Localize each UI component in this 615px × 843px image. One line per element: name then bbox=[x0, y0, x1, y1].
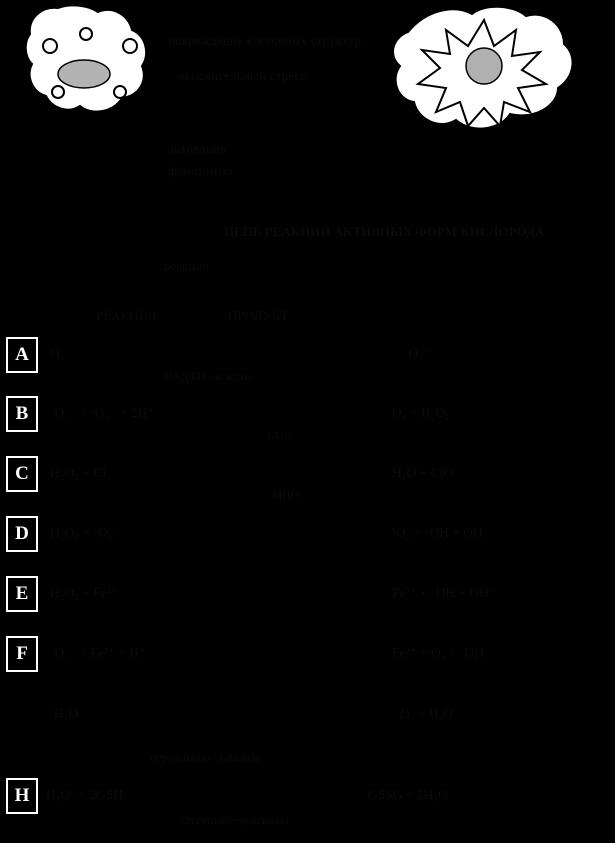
reaction-right-d: ¹O₂ + ·OH + OH⁻ bbox=[392, 525, 490, 540]
column-header-product: ПРОДУКТ bbox=[228, 308, 289, 323]
reaction-note-b: СОД bbox=[268, 430, 292, 442]
reaction-right-g: O₂ + H₂O bbox=[400, 706, 454, 721]
reaction-left-d: H₂O₂ + ·O₂⁻ bbox=[50, 525, 120, 540]
reaction-right-b: O₂ + H₂O₂ bbox=[392, 405, 450, 420]
column-header-reaction: РЕАКЦИЯ bbox=[96, 308, 157, 323]
reaction-left-c: H₂O₂ + Cl⁻ bbox=[50, 465, 114, 480]
reaction-left-e: H₂O₂ + Fe²⁺ bbox=[50, 585, 118, 600]
reaction-letter-a: A bbox=[6, 337, 38, 373]
reaction-letter-h: H bbox=[6, 778, 38, 814]
reaction-left-a: O₂ bbox=[50, 346, 65, 361]
reaction-letter-c: C bbox=[6, 456, 38, 492]
reaction-note-g: пероксидаза / каталаза bbox=[150, 752, 260, 764]
top-label-oxidative-stress: окислительный стресс bbox=[178, 68, 307, 83]
reaction-left-g: H₂O₂ bbox=[54, 706, 83, 721]
top-label-damage: повреждение клеточных структур bbox=[168, 33, 362, 48]
figure-title: ЦЕПЬ РЕАКЦИЙ АКТИВНЫХ ФОРМ КИСЛОРОДА bbox=[224, 224, 545, 239]
normal-cell-illustration bbox=[22, 4, 154, 124]
top-label-activation: активация bbox=[168, 141, 226, 156]
reaction-right-a: ·O₂⁻ bbox=[404, 346, 431, 361]
reaction-letter-b: B bbox=[6, 396, 38, 432]
activated-cell-illustration bbox=[388, 4, 580, 136]
reaction-right-e: Fe³⁺ + ·OH + OH⁻ bbox=[392, 585, 497, 600]
reaction-note-a: НАДФН-оксидаза bbox=[164, 371, 253, 383]
reaction-left-h: H₂O₂ + 2GSH bbox=[46, 787, 124, 802]
reaction-right-c: H₂O + ClO⁻ bbox=[392, 465, 461, 480]
reaction-left-b: ·O₂⁻ + ·O₂⁻ + 2H⁺ bbox=[50, 405, 155, 420]
reaction-note-c: МПО bbox=[272, 490, 299, 502]
reaction-letter-e: E bbox=[6, 576, 38, 612]
reaction-letter-d: D bbox=[6, 516, 38, 552]
reaction-right-f: Fe²⁺ + O₂ + ·OH bbox=[392, 645, 484, 660]
figure-subtitle: реакции bbox=[164, 258, 210, 273]
reaction-right-h: GSSG + 2H₂O bbox=[368, 787, 448, 802]
reaction-left-f: ·O₂⁻ + Fe³⁺ + H⁺ bbox=[50, 645, 147, 660]
reaction-note-h: глутатионпероксидаза bbox=[180, 815, 289, 827]
top-label-phagocytosis: фагоцитоза bbox=[168, 163, 233, 178]
reaction-letter-f: F bbox=[6, 636, 38, 672]
